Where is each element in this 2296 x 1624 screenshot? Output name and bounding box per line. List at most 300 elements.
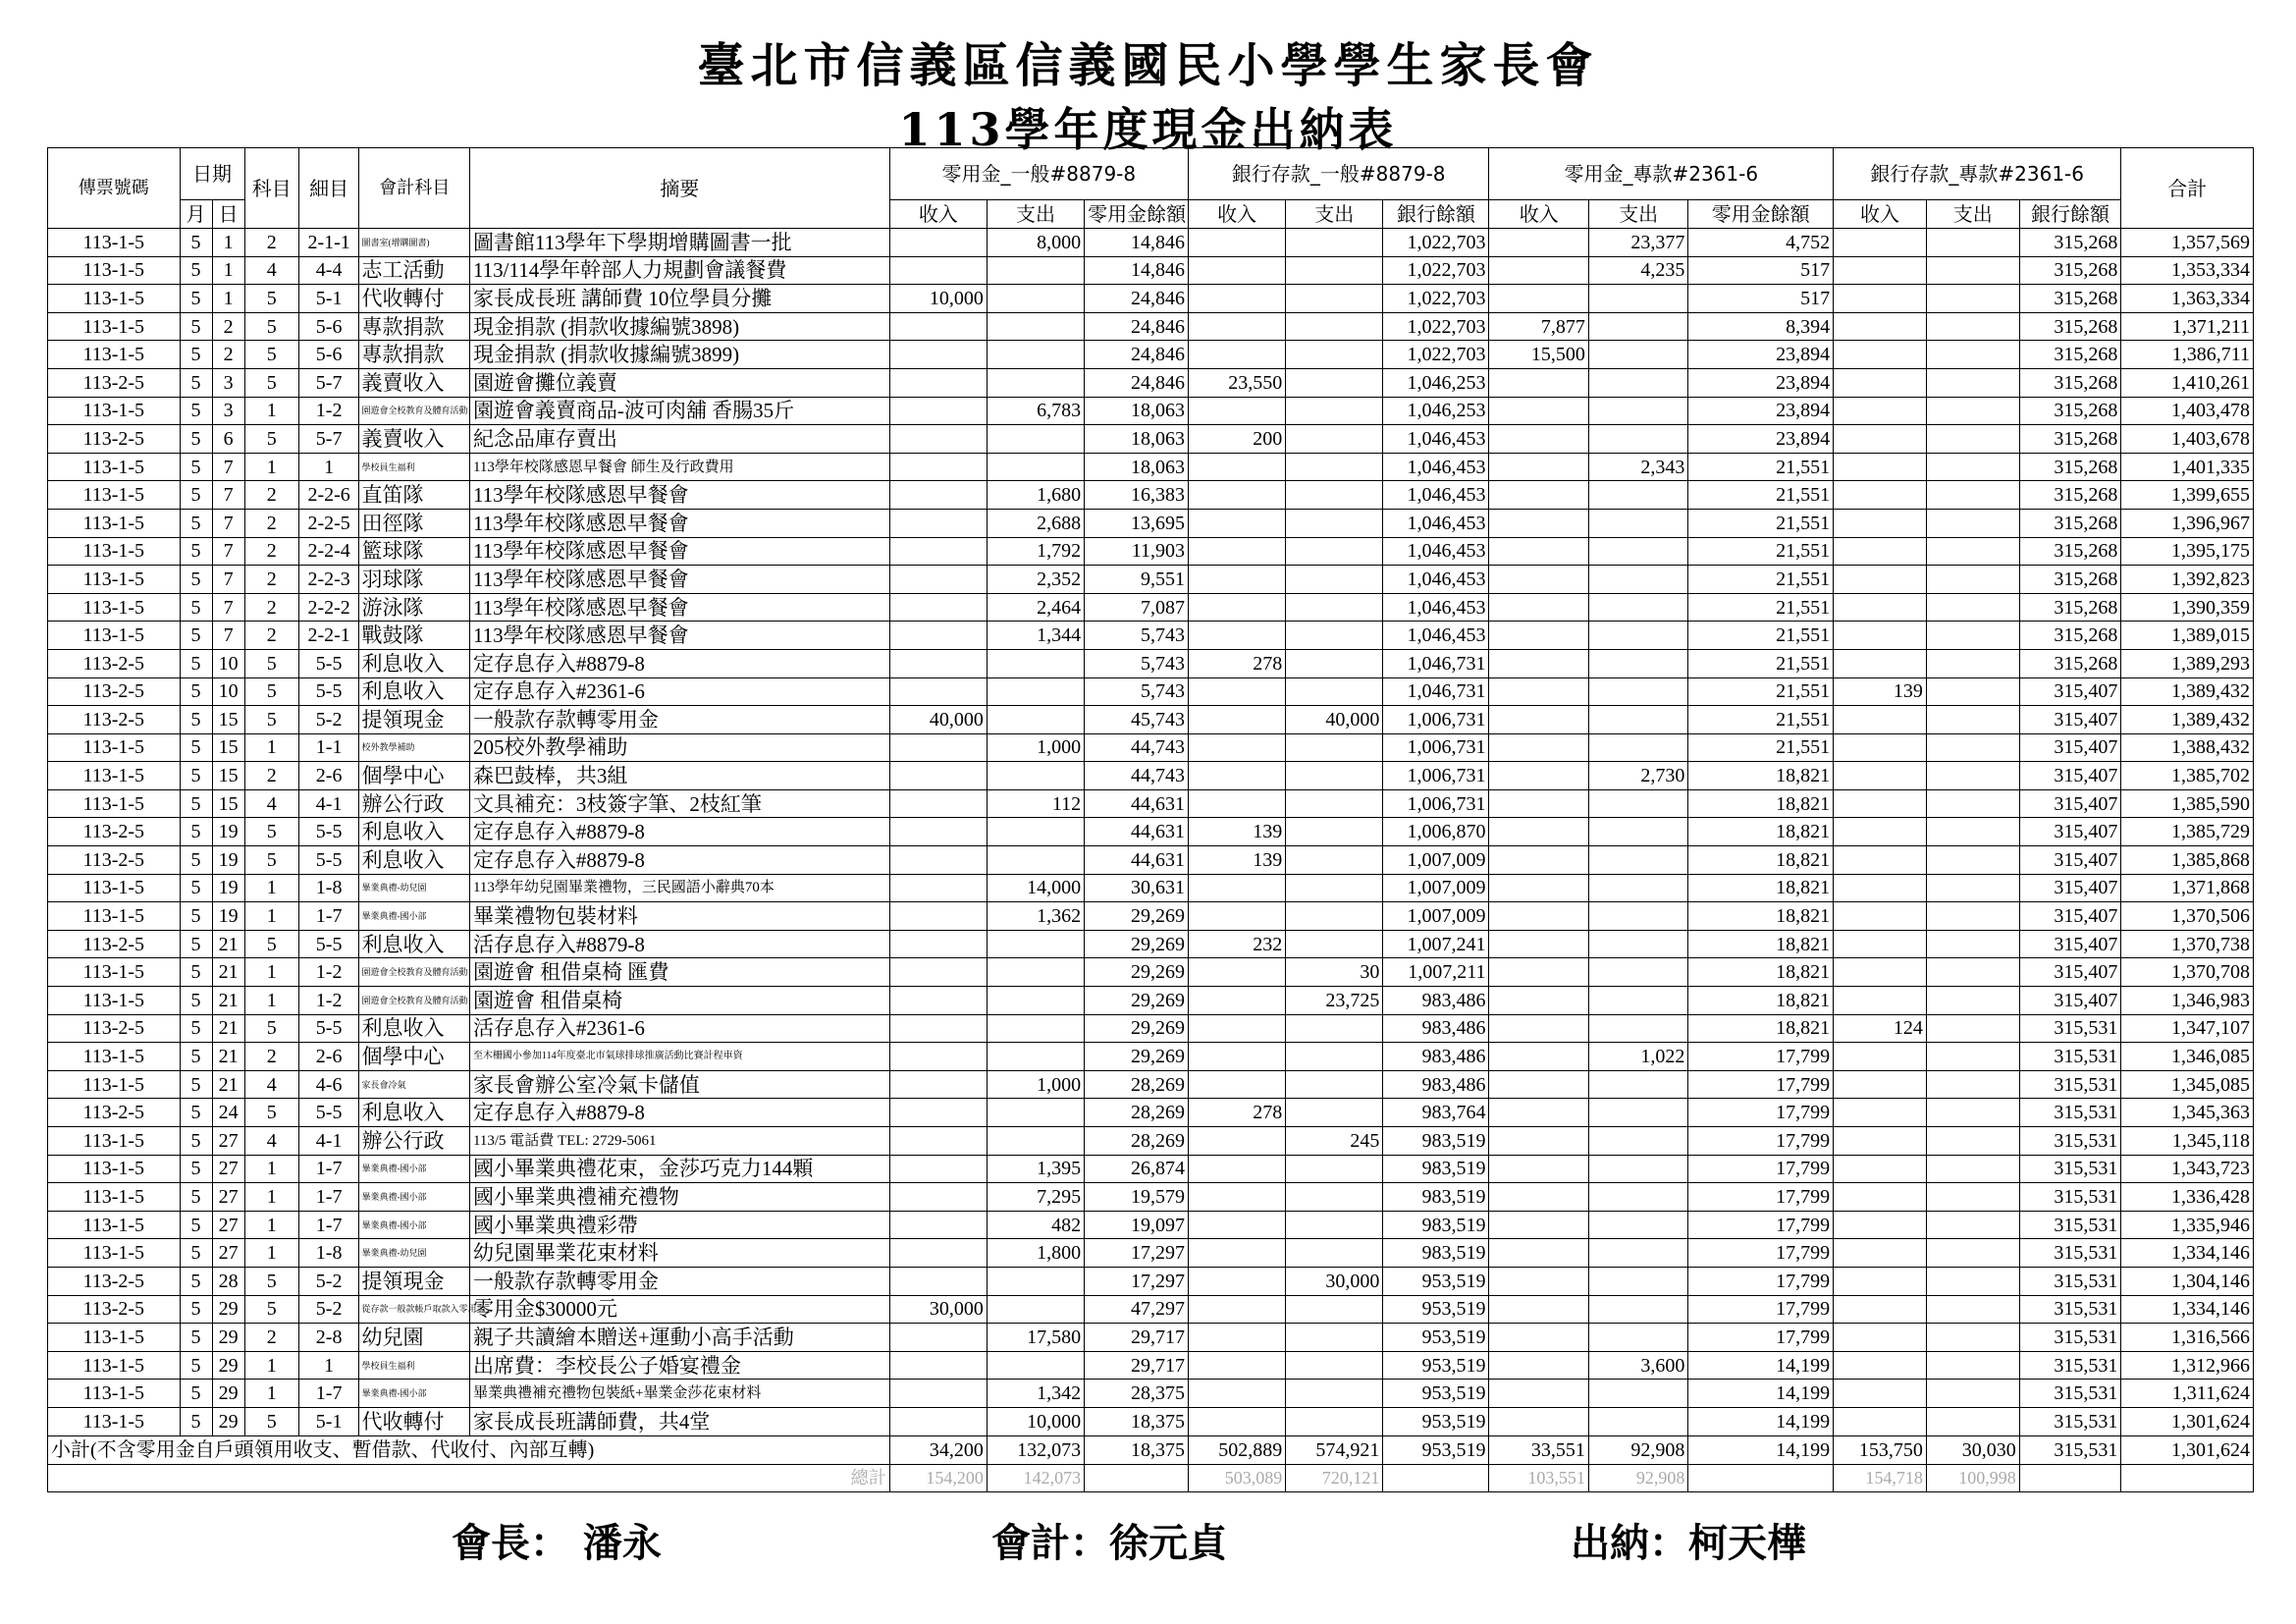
- voucher-no-cell: 113-1-5: [48, 566, 181, 594]
- bank-special-balance-cell: 315,268: [2019, 622, 2121, 650]
- petty-special-income-cell: [1489, 566, 1588, 594]
- petty-general-income-cell: [889, 256, 987, 285]
- account-category-cell: 利息收入: [359, 930, 469, 958]
- table-row: [48, 706, 2254, 734]
- petty-general-expense-cell: 14,000: [987, 874, 1084, 902]
- account-category-cell: 辦公行政: [359, 789, 469, 818]
- voucher-no-cell: 113-2-5: [48, 1267, 181, 1295]
- bank-special-balance-cell: 315,268: [2019, 397, 2121, 425]
- bank-general-balance-cell: 1,022,703: [1383, 341, 1489, 369]
- bank-general-income-cell: [1188, 1127, 1285, 1156]
- detail-cell: 5-2: [298, 1267, 359, 1295]
- summary-cell: 文具補充：3枝簽字筆、2枝紅筆: [469, 789, 889, 818]
- row-total-cell: 1,395,175: [2121, 537, 2254, 566]
- table-row: [48, 453, 2254, 481]
- petty-special-balance-cell: 21,551: [1688, 649, 1834, 677]
- cashier-signature: 出納：柯天樺: [1571, 1520, 1806, 1566]
- voucher-no-cell: 113-1-5: [48, 285, 181, 313]
- bank-special-balance-cell: 315,407: [2019, 930, 2121, 958]
- subject-cell: 2: [244, 622, 298, 650]
- petty-special-income-cell: [1489, 368, 1588, 397]
- month-cell: 5: [180, 1043, 212, 1071]
- bank-general-income-cell: [1188, 453, 1285, 481]
- account-category-cell: 畢業典禮-幼兒園: [359, 874, 469, 902]
- bank-general-balance-cell: 1,046,731: [1383, 677, 1489, 706]
- subject-cell: 1: [244, 1351, 298, 1380]
- petty-special-expense-cell: 2,730: [1588, 762, 1687, 790]
- bank-special-balance-cell: 315,268: [2019, 229, 2121, 257]
- detail-cell: 2-2-4: [298, 537, 359, 566]
- day-cell: 19: [212, 846, 244, 875]
- account-category-cell: 利息收入: [359, 677, 469, 706]
- summary-cell: 圖書館113學年下學期增購圖書一批: [469, 229, 889, 257]
- row-total-cell: 1,353,334: [2121, 256, 2254, 285]
- bank-special-balance-cell: 315,531: [2019, 1351, 2121, 1380]
- voucher-no-cell: 113-1-5: [48, 789, 181, 818]
- petty-special-balance-cell: 18,821: [1688, 902, 1834, 931]
- summary-cell: 113學年校隊感恩早餐會: [469, 622, 889, 650]
- subtotal-label: 小計(不含零用金自戶頭領用收支、暫借款、代收付、內部互轉): [48, 1435, 890, 1464]
- bank-special-balance-cell: 315,407: [2019, 677, 2121, 706]
- bank-general-expense-cell: [1286, 733, 1383, 762]
- bank-general-income-cell: [1188, 509, 1285, 537]
- detail-cell: 1-8: [298, 1239, 359, 1268]
- header-subject: 科目: [244, 148, 298, 229]
- petty-general-income-cell: [889, 1324, 987, 1352]
- petty-general-expense-cell: [987, 312, 1084, 341]
- bank-special-expense-cell: [1926, 397, 2019, 425]
- petty-special-income-cell: [1489, 1070, 1588, 1099]
- bank-general-income-cell: 232: [1188, 930, 1285, 958]
- bank-special-income-cell: [1834, 902, 1927, 931]
- detail-cell: 1-2: [298, 958, 359, 987]
- bank-general-income-cell: 139: [1188, 846, 1285, 875]
- bank-special-income-cell: [1834, 1043, 1927, 1071]
- month-cell: 5: [180, 285, 212, 313]
- bank-general-balance-cell: 1,006,731: [1383, 706, 1489, 734]
- row-total-cell: 1,371,868: [2121, 874, 2254, 902]
- bank-special-expense-cell: [1926, 341, 2019, 369]
- petty-special-expense-cell: [1588, 818, 1687, 846]
- petty-general-expense-cell: [987, 846, 1084, 875]
- petty-special-expense-cell: [1588, 930, 1687, 958]
- bank-special-expense-cell: [1926, 846, 2019, 875]
- petty-general-expense-cell: 6,783: [987, 397, 1084, 425]
- day-cell: 21: [212, 930, 244, 958]
- table-row: [48, 341, 2254, 369]
- detail-cell: 1-8: [298, 874, 359, 902]
- petty-general-income-cell: [889, 846, 987, 875]
- day-cell: 21: [212, 1070, 244, 1099]
- petty-special-expense-cell: [1588, 987, 1687, 1015]
- bank-general-balance-cell: 983,519: [1383, 1239, 1489, 1268]
- row-total-cell: 1,311,624: [2121, 1380, 2254, 1408]
- cash-ledger-table: [47, 147, 2254, 1492]
- account-category-cell: 畢業典禮-國小部: [359, 1155, 469, 1183]
- bank-special-expense-cell: [1926, 1070, 2019, 1099]
- ledger-body: [48, 229, 2254, 1436]
- subject-cell: 5: [244, 706, 298, 734]
- bank-special-balance-cell: 315,407: [2019, 706, 2121, 734]
- day-cell: 3: [212, 368, 244, 397]
- petty-general-income-cell: [889, 902, 987, 931]
- day-cell: 7: [212, 481, 244, 510]
- petty-general-income-cell: [889, 818, 987, 846]
- grand-total-cell: [1085, 1464, 1189, 1492]
- petty-general-balance-cell: 17,297: [1085, 1267, 1189, 1295]
- petty-special-balance-cell: 17,799: [1688, 1295, 1834, 1324]
- summary-cell: 205校外教學補助: [469, 733, 889, 762]
- petty-general-income-cell: [889, 566, 987, 594]
- subject-cell: 5: [244, 425, 298, 454]
- petty-general-balance-cell: 30,631: [1085, 874, 1189, 902]
- row-total-cell: 1,345,363: [2121, 1099, 2254, 1127]
- day-cell: 2: [212, 341, 244, 369]
- month-cell: 5: [180, 1127, 212, 1156]
- month-cell: 5: [180, 1155, 212, 1183]
- bank-general-expense-cell: [1286, 341, 1383, 369]
- bank-general-expense-cell: 30: [1286, 958, 1383, 987]
- month-cell: 5: [180, 341, 212, 369]
- bank-special-income-cell: [1834, 1407, 1927, 1435]
- table-row: [48, 930, 2254, 958]
- petty-special-income-cell: 7,877: [1489, 312, 1588, 341]
- row-total-cell: 1,304,146: [2121, 1267, 2254, 1295]
- header-bank-balance: 銀行餘額: [2019, 200, 2121, 229]
- summary-cell: 森巴鼓棒，共3組: [469, 762, 889, 790]
- bank-special-expense-cell: [1926, 987, 2019, 1015]
- day-cell: 1: [212, 285, 244, 313]
- voucher-no-cell: 113-1-5: [48, 1351, 181, 1380]
- detail-cell: 4-6: [298, 1070, 359, 1099]
- day-cell: 1: [212, 256, 244, 285]
- petty-special-expense-cell: 23,377: [1588, 229, 1687, 257]
- month-cell: 5: [180, 874, 212, 902]
- bank-special-income-cell: [1834, 453, 1927, 481]
- header-bank-general: 銀行存款_一般#8879-8: [1188, 148, 1489, 200]
- bank-special-expense-cell: [1926, 958, 2019, 987]
- petty-special-balance-cell: 17,799: [1688, 1324, 1834, 1352]
- voucher-no-cell: 113-1-5: [48, 1155, 181, 1183]
- month-cell: 5: [180, 958, 212, 987]
- account-category-cell: 畢業典禮-國小部: [359, 1380, 469, 1408]
- grand-total-cell: 154,200: [889, 1464, 987, 1492]
- petty-general-income-cell: [889, 987, 987, 1015]
- month-cell: 5: [180, 649, 212, 677]
- bank-special-expense-cell: [1926, 256, 2019, 285]
- subject-cell: 5: [244, 818, 298, 846]
- summary-cell: 一般款存款轉零用金: [469, 1267, 889, 1295]
- voucher-no-cell: 113-1-5: [48, 1043, 181, 1071]
- bank-general-expense-cell: [1286, 593, 1383, 622]
- bank-general-expense-cell: [1286, 1295, 1383, 1324]
- bank-general-balance-cell: 1,046,453: [1383, 593, 1489, 622]
- petty-general-expense-cell: 1,680: [987, 481, 1084, 510]
- day-cell: 7: [212, 622, 244, 650]
- bank-general-expense-cell: [1286, 622, 1383, 650]
- petty-special-balance-cell: 18,821: [1688, 846, 1834, 875]
- summary-cell: 畢業典禮補充禮物包裝紙+畢業金莎花束材料: [469, 1380, 889, 1408]
- grand-total-cell: [1688, 1464, 1834, 1492]
- detail-cell: 1-7: [298, 902, 359, 931]
- bank-general-expense-cell: [1286, 930, 1383, 958]
- bank-special-income-cell: [1834, 481, 1927, 510]
- petty-general-expense-cell: [987, 1014, 1084, 1043]
- account-category-cell: 提領現金: [359, 706, 469, 734]
- detail-cell: 5-5: [298, 1014, 359, 1043]
- petty-special-expense-cell: [1588, 481, 1687, 510]
- bank-special-income-cell: [1834, 846, 1927, 875]
- day-cell: 21: [212, 958, 244, 987]
- petty-general-expense-cell: [987, 341, 1084, 369]
- row-total-cell: 1,386,711: [2121, 341, 2254, 369]
- bank-special-income-cell: [1834, 537, 1927, 566]
- bank-special-balance-cell: 315,407: [2019, 789, 2121, 818]
- bank-general-income-cell: [1188, 706, 1285, 734]
- bank-special-income-cell: [1834, 285, 1927, 313]
- petty-special-balance-cell: 18,821: [1688, 789, 1834, 818]
- petty-general-balance-cell: 24,846: [1085, 341, 1189, 369]
- bank-special-balance-cell: 315,407: [2019, 818, 2121, 846]
- petty-general-income-cell: [889, 762, 987, 790]
- row-total-cell: 1,385,702: [2121, 762, 2254, 790]
- subject-cell: 5: [244, 368, 298, 397]
- petty-general-balance-cell: 14,846: [1085, 229, 1189, 257]
- row-total-cell: 1,363,334: [2121, 285, 2254, 313]
- petty-general-balance-cell: 18,063: [1085, 453, 1189, 481]
- bank-special-balance-cell: 315,407: [2019, 987, 2121, 1015]
- header-bank-balance: 銀行餘額: [1383, 200, 1489, 229]
- row-total-cell: 1,345,118: [2121, 1127, 2254, 1156]
- petty-general-balance-cell: 18,375: [1085, 1407, 1189, 1435]
- day-cell: 3: [212, 397, 244, 425]
- petty-general-income-cell: [889, 593, 987, 622]
- month-cell: 5: [180, 1380, 212, 1408]
- petty-special-expense-cell: [1588, 1295, 1687, 1324]
- detail-cell: 5-5: [298, 1099, 359, 1127]
- bank-special-expense-cell: [1926, 649, 2019, 677]
- account-category-cell: 幼兒園: [359, 1324, 469, 1352]
- month-cell: 5: [180, 846, 212, 875]
- subtotal-cell: 33,551: [1489, 1435, 1588, 1464]
- petty-special-income-cell: [1489, 1267, 1588, 1295]
- day-cell: 27: [212, 1211, 244, 1239]
- petty-general-income-cell: [889, 341, 987, 369]
- petty-general-expense-cell: [987, 677, 1084, 706]
- subject-cell: 1: [244, 397, 298, 425]
- petty-general-balance-cell: 29,269: [1085, 1043, 1189, 1071]
- header-account: 會計科目: [359, 148, 469, 229]
- row-total-cell: 1,370,708: [2121, 958, 2254, 987]
- voucher-no-cell: 113-2-5: [48, 706, 181, 734]
- petty-special-balance-cell: 23,894: [1688, 425, 1834, 454]
- table-row: [48, 537, 2254, 566]
- bank-special-expense-cell: [1926, 677, 2019, 706]
- petty-special-expense-cell: [1588, 958, 1687, 987]
- month-cell: 5: [180, 818, 212, 846]
- bank-general-balance-cell: 1,046,453: [1383, 425, 1489, 454]
- grand-total-label: 總計: [48, 1464, 890, 1492]
- bank-general-income-cell: 278: [1188, 1099, 1285, 1127]
- subject-cell: 2: [244, 593, 298, 622]
- bank-general-expense-cell: [1286, 1155, 1383, 1183]
- petty-general-expense-cell: [987, 1127, 1084, 1156]
- day-cell: 15: [212, 789, 244, 818]
- petty-general-income-cell: [889, 312, 987, 341]
- bank-general-balance-cell: 983,486: [1383, 987, 1489, 1015]
- table-row: [48, 566, 2254, 594]
- table-row: [48, 1211, 2254, 1239]
- bank-general-income-cell: [1188, 566, 1285, 594]
- petty-general-income-cell: [889, 1183, 987, 1212]
- petty-special-balance-cell: 18,821: [1688, 930, 1834, 958]
- month-cell: 5: [180, 509, 212, 537]
- petty-general-expense-cell: 1,000: [987, 1070, 1084, 1099]
- account-category-cell: 提領現金: [359, 1267, 469, 1295]
- petty-general-income-cell: [889, 958, 987, 987]
- summary-cell: 園遊會攤位義賣: [469, 368, 889, 397]
- petty-general-balance-cell: 5,743: [1085, 677, 1189, 706]
- petty-special-balance-cell: 18,821: [1688, 818, 1834, 846]
- bank-special-balance-cell: 315,268: [2019, 481, 2121, 510]
- detail-cell: 5-2: [298, 1295, 359, 1324]
- account-category-cell: 畢業典禮-國小部: [359, 1183, 469, 1212]
- header-summary: 摘要: [469, 148, 889, 229]
- month-cell: 5: [180, 256, 212, 285]
- petty-special-expense-cell: [1588, 649, 1687, 677]
- bank-special-expense-cell: [1926, 1127, 2019, 1156]
- bank-general-expense-cell: [1286, 285, 1383, 313]
- bank-general-income-cell: [1188, 1155, 1285, 1183]
- petty-general-income-cell: [889, 509, 987, 537]
- bank-general-balance-cell: 953,519: [1383, 1267, 1489, 1295]
- bank-general-balance-cell: 1,046,253: [1383, 368, 1489, 397]
- petty-general-expense-cell: 482: [987, 1211, 1084, 1239]
- account-category-cell: 羽球隊: [359, 566, 469, 594]
- row-total-cell: 1,396,967: [2121, 509, 2254, 537]
- subject-cell: 5: [244, 649, 298, 677]
- bank-special-expense-cell: [1926, 1324, 2019, 1352]
- bank-special-balance-cell: 315,531: [2019, 1127, 2121, 1156]
- petty-special-balance-cell: 21,551: [1688, 537, 1834, 566]
- bank-special-income-cell: 139: [1834, 677, 1927, 706]
- subject-cell: 5: [244, 312, 298, 341]
- detail-cell: 2-1-1: [298, 229, 359, 257]
- bank-general-expense-cell: [1286, 1239, 1383, 1268]
- subject-cell: 1: [244, 902, 298, 931]
- petty-general-expense-cell: [987, 285, 1084, 313]
- header-day: 日: [212, 200, 244, 229]
- grand-total-cell: 142,073: [987, 1464, 1084, 1492]
- row-total-cell: 1,389,432: [2121, 706, 2254, 734]
- subject-cell: 4: [244, 1070, 298, 1099]
- subtotal-cell: 574,921: [1286, 1435, 1383, 1464]
- petty-special-balance-cell: 17,799: [1688, 1211, 1834, 1239]
- petty-special-balance-cell: 14,199: [1688, 1380, 1834, 1408]
- summary-cell: 113學年校隊感恩早餐會: [469, 481, 889, 510]
- month-cell: 5: [180, 1099, 212, 1127]
- petty-general-balance-cell: 29,269: [1085, 1014, 1189, 1043]
- bank-special-expense-cell: [1926, 902, 2019, 931]
- petty-special-income-cell: [1489, 902, 1588, 931]
- detail-cell: 5-7: [298, 368, 359, 397]
- detail-cell: 2-2-6: [298, 481, 359, 510]
- table-row: [48, 593, 2254, 622]
- detail-cell: 1: [298, 453, 359, 481]
- table-row: [48, 312, 2254, 341]
- bank-general-income-cell: 278: [1188, 649, 1285, 677]
- subject-cell: 5: [244, 285, 298, 313]
- petty-special-expense-cell: 3,600: [1588, 1351, 1687, 1380]
- detail-cell: 5-6: [298, 341, 359, 369]
- petty-general-income-cell: [889, 1211, 987, 1239]
- bank-special-expense-cell: [1926, 509, 2019, 537]
- bank-special-expense-cell: [1926, 1211, 2019, 1239]
- bank-special-expense-cell: [1926, 368, 2019, 397]
- subject-cell: 4: [244, 1127, 298, 1156]
- petty-special-income-cell: [1489, 397, 1588, 425]
- header-bank-special: 銀行存款_專款#2361-6: [1834, 148, 2121, 200]
- bank-special-balance-cell: 315,407: [2019, 762, 2121, 790]
- header-income: 收入: [1188, 200, 1285, 229]
- petty-general-balance-cell: 28,269: [1085, 1070, 1189, 1099]
- table-row: [48, 874, 2254, 902]
- detail-cell: 5-5: [298, 930, 359, 958]
- month-cell: 5: [180, 1070, 212, 1099]
- account-category-cell: 辦公行政: [359, 1127, 469, 1156]
- petty-general-income-cell: [889, 1070, 987, 1099]
- table-row: [48, 1267, 2254, 1295]
- petty-special-balance-cell: 21,551: [1688, 706, 1834, 734]
- bank-special-expense-cell: [1926, 229, 2019, 257]
- petty-general-balance-cell: 29,717: [1085, 1351, 1189, 1380]
- petty-general-expense-cell: [987, 930, 1084, 958]
- row-total-cell: 1,334,146: [2121, 1239, 2254, 1268]
- header-expense: 支出: [987, 200, 1084, 229]
- summary-cell: 113學年校隊感恩早餐會: [469, 509, 889, 537]
- petty-special-expense-cell: [1588, 312, 1687, 341]
- voucher-no-cell: 113-2-5: [48, 1099, 181, 1127]
- petty-special-income-cell: [1489, 285, 1588, 313]
- bank-general-balance-cell: 1,046,453: [1383, 481, 1489, 510]
- account-category-cell: 園遊會全校教育及體育活動: [359, 397, 469, 425]
- bank-general-income-cell: [1188, 256, 1285, 285]
- detail-cell: 2-2-5: [298, 509, 359, 537]
- row-total-cell: 1,388,432: [2121, 733, 2254, 762]
- account-category-cell: 代收轉付: [359, 285, 469, 313]
- table-row: [48, 1380, 2254, 1408]
- bank-general-balance-cell: 1,046,453: [1383, 453, 1489, 481]
- bank-general-balance-cell: 983,519: [1383, 1127, 1489, 1156]
- header-detail: 細目: [298, 148, 359, 229]
- detail-cell: 1-7: [298, 1183, 359, 1212]
- row-total-cell: 1,312,966: [2121, 1351, 2254, 1380]
- bank-special-balance-cell: 315,268: [2019, 649, 2121, 677]
- bank-general-income-cell: [1188, 1407, 1285, 1435]
- detail-cell: 4-1: [298, 1127, 359, 1156]
- bank-general-expense-cell: [1286, 902, 1383, 931]
- day-cell: 6: [212, 425, 244, 454]
- voucher-no-cell: 113-1-5: [48, 958, 181, 987]
- subject-cell: 1: [244, 453, 298, 481]
- table-row: [48, 1407, 2254, 1435]
- bank-special-balance-cell: 315,268: [2019, 312, 2121, 341]
- bank-general-income-cell: [1188, 1324, 1285, 1352]
- month-cell: 5: [180, 789, 212, 818]
- petty-general-expense-cell: [987, 649, 1084, 677]
- row-total-cell: 1,316,566: [2121, 1324, 2254, 1352]
- bank-general-income-cell: 139: [1188, 818, 1285, 846]
